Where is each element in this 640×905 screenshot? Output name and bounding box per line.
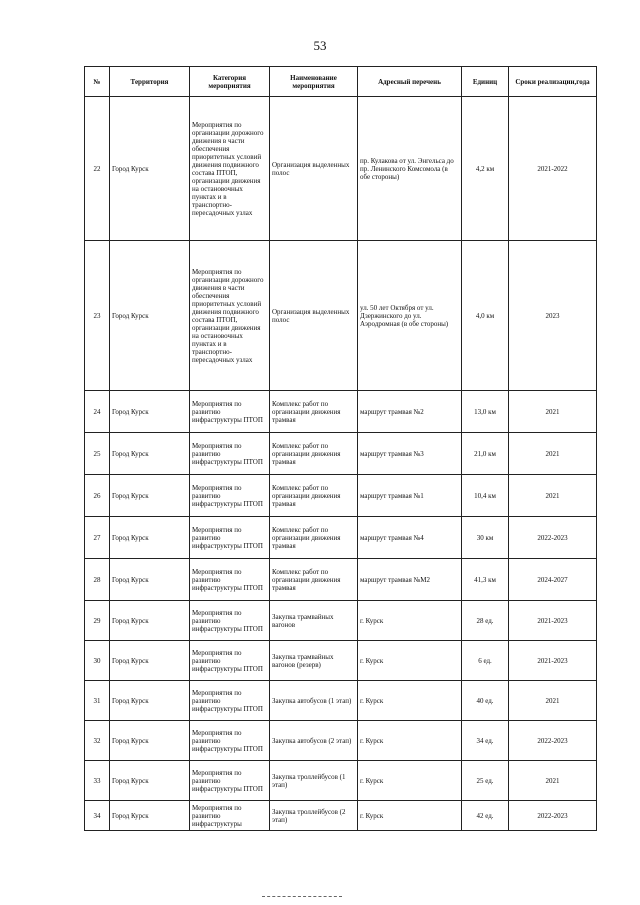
cell-name: Комплекс работ по организации движения трамвая — [270, 391, 358, 433]
cell-unit: 41,3 км — [462, 559, 509, 601]
cell-category: Мероприятия по организации дорожного движения в части обеспечения приоритетных условий движения подвижного состава ПТОП, организации движения на остановочных пунктах и в транспортно-пересадочных узлах — [190, 97, 270, 241]
cell-territory: Город Курск — [110, 721, 190, 761]
cell-num: 23 — [85, 241, 110, 391]
cell-unit: 40 ед. — [462, 681, 509, 721]
cell-name: Закупка автобусов (2 этап) — [270, 721, 358, 761]
cell-address: маршрут трамвая №1 — [358, 475, 462, 517]
cell-territory: Город Курск — [110, 641, 190, 681]
cell-unit: 25 ед. — [462, 761, 509, 801]
cell-address: маршрут трамвая №М2 — [358, 559, 462, 601]
cell-term: 2021 — [509, 433, 597, 475]
table-header-row — [85, 67, 597, 97]
cell-name: Комплекс работ по организации движения трамвая — [270, 559, 358, 601]
cell-term: 2021 — [509, 475, 597, 517]
header-term: Сроки реализации,года — [509, 67, 597, 97]
cell-name: Комплекс работ по организации движения трамвая — [270, 475, 358, 517]
cell-num: 24 — [85, 391, 110, 433]
cell-num: 28 — [85, 559, 110, 601]
header-name: Наименование мероприятия — [270, 67, 358, 97]
cell-num: 30 — [85, 641, 110, 681]
cell-category: Мероприятия по развитию инфраструктуры ПТОП — [190, 601, 270, 641]
table-row — [85, 475, 597, 517]
cell-category: Мероприятия по развитию инфраструктуры ПТОП — [190, 391, 270, 433]
footer-divider — [262, 896, 342, 900]
header-address: Адресный перечень — [358, 67, 462, 97]
table-row — [85, 601, 597, 641]
cell-num: 29 — [85, 601, 110, 641]
cell-territory: Город Курск — [110, 559, 190, 601]
cell-address: г. Курск — [358, 721, 462, 761]
cell-term: 2023 — [509, 241, 597, 391]
cell-name: Закупка трамвайных вагонов — [270, 601, 358, 641]
cell-territory: Город Курск — [110, 517, 190, 559]
cell-territory: Город Курск — [110, 475, 190, 517]
cell-territory: Город Курск — [110, 801, 190, 831]
cell-category: Мероприятия по развитию инфраструктуры ПТОП — [190, 559, 270, 601]
table-row — [85, 433, 597, 475]
cell-category: Мероприятия по развитию инфраструктуры ПТОП — [190, 433, 270, 475]
cell-term: 2024-2027 — [509, 559, 597, 601]
cell-territory: Город Курск — [110, 391, 190, 433]
cell-name: Комплекс работ по организации движения трамвая — [270, 517, 358, 559]
cell-category: Мероприятия по развитию инфраструктуры ПТОП — [190, 721, 270, 761]
cell-num: 32 — [85, 721, 110, 761]
cell-unit: 42 ед. — [462, 801, 509, 831]
cell-name: Комплекс работ по организации движения трамвая — [270, 433, 358, 475]
cell-territory: Город Курск — [110, 241, 190, 391]
cell-address: ул. 50 лет Октября от ул. Дзержинского до ул. Аэродромная (в обе стороны) — [358, 241, 462, 391]
table-row — [85, 721, 597, 761]
cell-category: Мероприятия по развитию инфраструктуры — [190, 801, 270, 831]
cell-address: г. Курск — [358, 641, 462, 681]
cell-name: Закупка троллейбусов (1 этап) — [270, 761, 358, 801]
cell-name: Закупка трамвайных вагонов (резерв) — [270, 641, 358, 681]
cell-address: г. Курск — [358, 761, 462, 801]
table-row — [85, 801, 597, 831]
header-num: № — [85, 67, 110, 97]
cell-unit: 4,0 км — [462, 241, 509, 391]
cell-category: Мероприятия по организации дорожного движения в части обеспечения приоритетных условий движения подвижного состава ПТОП, организации движения на остановочных пунктах и в транспортно-пересадочных узлах — [190, 241, 270, 391]
table-row — [85, 559, 597, 601]
cell-address: г. Курск — [358, 801, 462, 831]
cell-territory: Город Курск — [110, 681, 190, 721]
header-unit: Единиц — [462, 67, 509, 97]
table-row — [85, 97, 597, 241]
cell-unit: 30 км — [462, 517, 509, 559]
table-row — [85, 641, 597, 681]
cell-name: Организация выделенных полос — [270, 241, 358, 391]
cell-address: г. Курск — [358, 681, 462, 721]
cell-territory: Город Курск — [110, 601, 190, 641]
cell-num: 25 — [85, 433, 110, 475]
cell-territory: Город Курск — [110, 97, 190, 241]
measures-table — [84, 66, 597, 831]
table-row — [85, 681, 597, 721]
cell-term: 2021-2022 — [509, 97, 597, 241]
cell-category: Мероприятия по развитию инфраструктуры ПТОП — [190, 761, 270, 801]
cell-term: 2021-2023 — [509, 601, 597, 641]
cell-num: 22 — [85, 97, 110, 241]
table-row — [85, 391, 597, 433]
cell-unit: 4,2 км — [462, 97, 509, 241]
cell-num: 26 — [85, 475, 110, 517]
cell-term: 2022-2023 — [509, 801, 597, 831]
cell-category: Мероприятия по развитию инфраструктуры ПТОП — [190, 517, 270, 559]
cell-territory: Город Курск — [110, 433, 190, 475]
cell-unit: 13,0 км — [462, 391, 509, 433]
cell-term: 2021 — [509, 391, 597, 433]
cell-unit: 34 ед. — [462, 721, 509, 761]
cell-unit: 21,0 км — [462, 433, 509, 475]
cell-category: Мероприятия по развитию инфраструктуры ПТОП — [190, 641, 270, 681]
cell-address: пр. Кулакова от ул. Энгельса до пр. Ленинского Комсомола (в обе стороны) — [358, 97, 462, 241]
page-number: 53 — [313, 38, 327, 53]
cell-unit: 28 ед. — [462, 601, 509, 641]
cell-name: Закупка троллейбусов (2 этап) — [270, 801, 358, 831]
cell-name: Организация выделенных полос — [270, 97, 358, 241]
cell-term: 2021 — [509, 681, 597, 721]
cell-num: 27 — [85, 517, 110, 559]
cell-term: 2022-2023 — [509, 517, 597, 559]
header-territory: Территория — [110, 67, 190, 97]
cell-term: 2022-2023 — [509, 721, 597, 761]
cell-address: г. Курск — [358, 601, 462, 641]
cell-address: маршрут трамвая №3 — [358, 433, 462, 475]
cell-category: Мероприятия по развитию инфраструктуры ПТОП — [190, 475, 270, 517]
cell-term: 2021 — [509, 761, 597, 801]
cell-address: маршрут трамвая №2 — [358, 391, 462, 433]
cell-term: 2021-2023 — [509, 641, 597, 681]
table-row — [85, 241, 597, 391]
cell-num: 33 — [85, 761, 110, 801]
cell-num: 34 — [85, 801, 110, 831]
cell-name: Закупка автобусов (1 этап) — [270, 681, 358, 721]
cell-num: 31 — [85, 681, 110, 721]
table-row — [85, 517, 597, 559]
cell-unit: 10,4 км — [462, 475, 509, 517]
cell-unit: 6 ед. — [462, 641, 509, 681]
cell-category: Мероприятия по развитию инфраструктуры ПТОП — [190, 681, 270, 721]
table-row — [85, 761, 597, 801]
cell-territory: Город Курск — [110, 761, 190, 801]
header-category: Категория мероприятия — [190, 67, 270, 97]
cell-address: маршрут трамвая №4 — [358, 517, 462, 559]
